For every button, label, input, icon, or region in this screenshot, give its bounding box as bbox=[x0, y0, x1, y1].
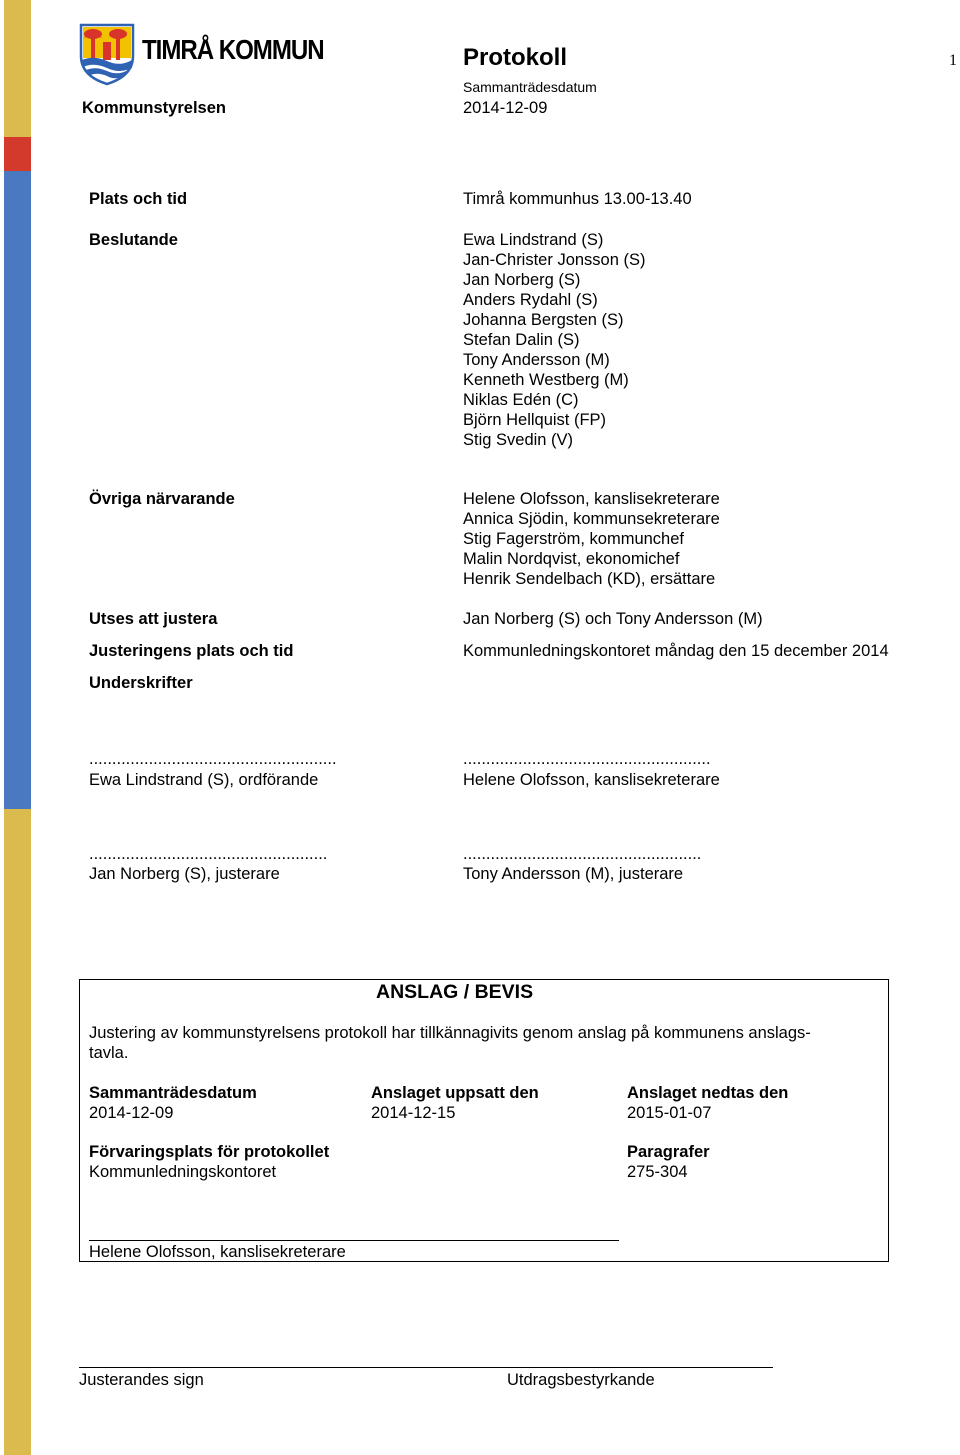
stripe-red bbox=[4, 137, 31, 171]
others-list bbox=[463, 489, 720, 589]
signature-line: .................................................... bbox=[89, 845, 328, 863]
notice-posted-date: 2014-12-15 bbox=[371, 1104, 456, 1122]
list-item: Jan Norberg (S) bbox=[463, 271, 581, 289]
notice-storage-value: Kommunledningskontoret bbox=[89, 1163, 277, 1181]
doc-title: Protokoll bbox=[463, 44, 568, 71]
notice-box bbox=[79, 979, 889, 1262]
list-item: Stig Fagerström, kommunchef bbox=[463, 530, 684, 548]
signature-name: Ewa Lindstrand (S), ordförande bbox=[89, 771, 319, 789]
adjust-place-label: Justeringens plats och tid bbox=[89, 642, 294, 660]
deciding-label: Beslutande bbox=[89, 231, 178, 249]
deciding-list bbox=[463, 230, 645, 450]
notice-title: ANSLAG / BEVIS bbox=[376, 981, 534, 1003]
list-item: Niklas Edén (C) bbox=[463, 391, 579, 409]
notice-text: tavla. bbox=[89, 1044, 129, 1062]
notice-removed-date: 2015-01-07 bbox=[627, 1104, 712, 1122]
list-item: Anders Rydahl (S) bbox=[463, 291, 598, 309]
adjust-place-value: Kommunledningskontoret måndag den 15 december 2014 bbox=[463, 642, 889, 660]
footer-rule bbox=[79, 1367, 773, 1368]
meeting-date: 2014-12-09 bbox=[463, 99, 548, 117]
org-name: TIMRÅ KOMMUN bbox=[142, 34, 324, 65]
place-value: Timrå kommunhus 13.00-13.40 bbox=[463, 190, 692, 208]
list-item: Malin Nordqvist, ekonomichef bbox=[463, 550, 680, 568]
stripe-yellow-bottom bbox=[4, 809, 31, 1455]
stripe-yellow-top bbox=[4, 0, 31, 137]
list-item: Annica Sjödin, kommunsekreterare bbox=[463, 510, 720, 528]
list-item: Björn Hellquist (FP) bbox=[463, 411, 607, 429]
page-number: 1 bbox=[949, 52, 957, 69]
notice-removed-label: Anslaget nedtas den bbox=[627, 1084, 789, 1102]
list-item: Jan-Christer Jonsson (S) bbox=[463, 251, 646, 269]
list-item: Kenneth Westberg (M) bbox=[463, 371, 629, 389]
notice-paragraphs-value: 275-304 bbox=[627, 1163, 688, 1181]
list-item: Henrik Sendelbach (KD), ersättare bbox=[463, 570, 716, 588]
signer-rule bbox=[89, 1240, 619, 1241]
notice-paragraphs-label: Paragrafer bbox=[627, 1143, 710, 1161]
notice-signer: Helene Olofsson, kanslisekreterare bbox=[89, 1243, 346, 1261]
signature-line: ...................................................... bbox=[463, 750, 711, 768]
signature-name: Helene Olofsson, kanslisekreterare bbox=[463, 771, 720, 789]
list-item: Stig Svedin (V) bbox=[463, 431, 574, 449]
signature-line: ...................................................... bbox=[89, 750, 337, 768]
list-item: Helene Olofsson, kanslisekreterare bbox=[463, 490, 720, 508]
list-item: Johanna Bergsten (S) bbox=[463, 311, 624, 329]
signatures-label: Underskrifter bbox=[89, 674, 193, 692]
notice-posted-label: Anslaget uppsatt den bbox=[371, 1084, 539, 1102]
notice-meeting-date-label: Sammanträdesdatum bbox=[89, 1084, 257, 1102]
committee-name: Kommunstyrelsen bbox=[82, 99, 226, 117]
adjusters-value: Jan Norberg (S) och Tony Andersson (M) bbox=[463, 610, 763, 628]
stripe-blue bbox=[4, 171, 31, 809]
others-label: Övriga närvarande bbox=[89, 490, 235, 508]
list-item: Ewa Lindstrand (S) bbox=[463, 231, 604, 249]
signature-line: .................................................... bbox=[463, 845, 702, 863]
meeting-date-label: Sammanträdesdatum bbox=[463, 79, 597, 95]
notice-text: Justering av kommunstyrelsens protokoll har tillkännagivits genom anslag på kommunens anslags- bbox=[89, 1024, 811, 1042]
list-item: Stefan Dalin (S) bbox=[463, 331, 580, 349]
footer-right: Utdragsbestyrkande bbox=[507, 1371, 655, 1389]
notice-meeting-date: 2014-12-09 bbox=[89, 1104, 174, 1122]
adjusters-label: Utses att justera bbox=[89, 610, 218, 628]
list-item: Tony Andersson (M) bbox=[463, 351, 610, 369]
municipality-logo bbox=[78, 22, 136, 91]
coat-of-arms-icon bbox=[78, 22, 136, 86]
signature-name: Jan Norberg (S), justerare bbox=[89, 865, 280, 883]
signature-name: Tony Andersson (M), justerare bbox=[463, 865, 684, 883]
notice-storage-label: Förvaringsplats för protokollet bbox=[89, 1143, 330, 1161]
place-label: Plats och tid bbox=[89, 190, 188, 208]
footer-left: Justerandes sign bbox=[79, 1371, 204, 1389]
